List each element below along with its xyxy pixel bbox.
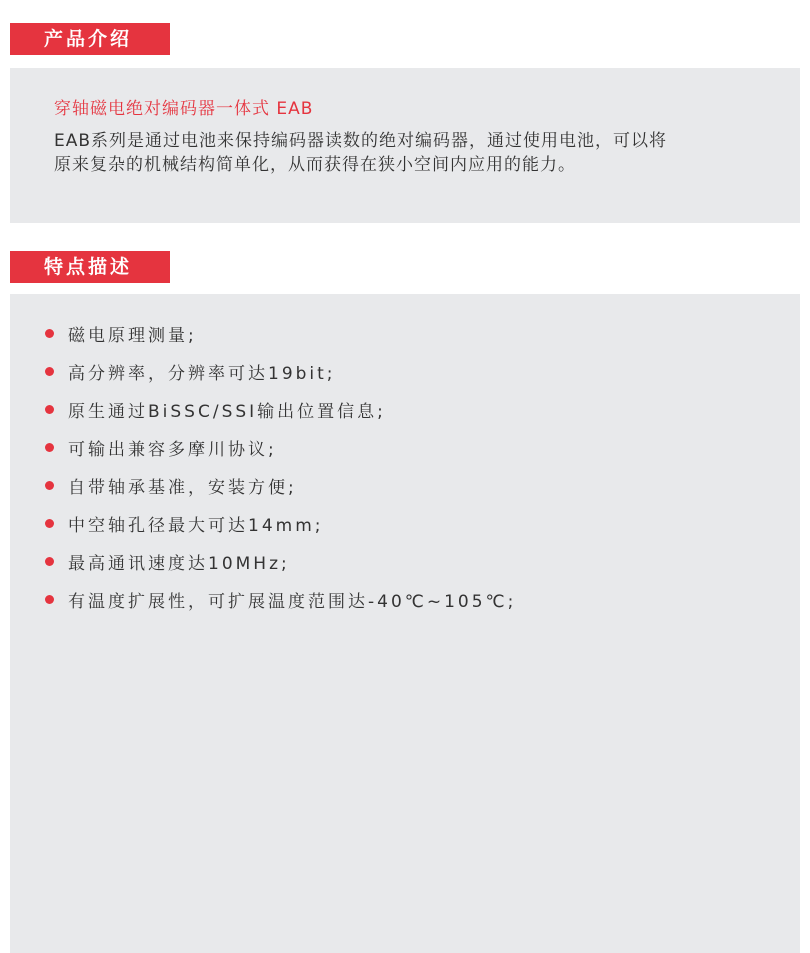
bullet-icon <box>45 367 54 376</box>
description-line-2: 原来复杂的机械结构简单化，从而获得在狭小空间内应用的能力。 <box>54 155 576 175</box>
feature-item <box>45 352 800 390</box>
description-line-1: EAB系列是通过电池来保持编码器读数的绝对编码器，通过使用电池，可以将 <box>54 131 668 151</box>
feature-text: 可输出兼容多摩川协议; <box>68 439 277 460</box>
feature-text: 中空轴孔径最大可达14mm; <box>68 515 324 536</box>
feature-list <box>45 314 800 618</box>
feature-item <box>45 314 800 352</box>
feature-item <box>45 466 800 504</box>
feature-item <box>45 504 800 542</box>
bullet-icon <box>45 595 54 604</box>
feature-text: 磁电原理测量; <box>68 325 197 346</box>
feature-text: 最高通讯速度达10MHz; <box>68 553 290 574</box>
section-heading-features: 特点描述 <box>10 251 170 283</box>
feature-item <box>45 580 800 618</box>
bullet-icon <box>45 557 54 566</box>
product-description <box>54 129 756 177</box>
bullet-icon <box>45 405 54 414</box>
feature-text: 高分辨率，分辨率可达19bit; <box>68 363 336 384</box>
bullet-icon <box>45 443 54 452</box>
intro-panel <box>10 68 800 223</box>
feature-text: 自带轴承基准，安装方便; <box>68 477 297 498</box>
product-title: 穿轴磁电绝对编码器一体式 EAB <box>54 99 314 119</box>
section-heading-intro: 产品介绍 <box>10 23 170 55</box>
bullet-icon <box>45 519 54 528</box>
feature-item <box>45 390 800 428</box>
feature-item <box>45 428 800 466</box>
feature-text: 有温度扩展性，可扩展温度范围达-40℃~105℃; <box>68 591 517 612</box>
bullet-icon <box>45 481 54 490</box>
feature-item <box>45 542 800 580</box>
feature-text: 原生通过BiSSC/SSI输出位置信息; <box>68 401 386 422</box>
features-panel <box>10 294 800 953</box>
bullet-icon <box>45 329 54 338</box>
